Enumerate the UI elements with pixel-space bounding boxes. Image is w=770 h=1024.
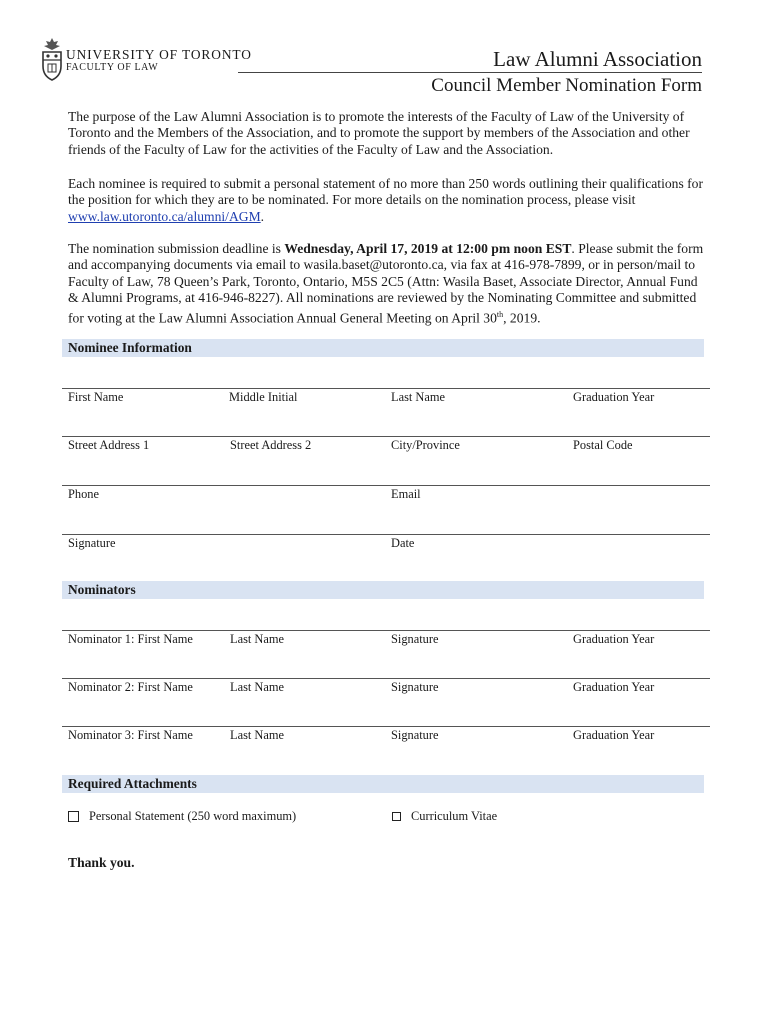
nominee-section-title: Nominee Information [68, 340, 192, 355]
nominator-1-first-name-field[interactable]: Nominator 1: First Name [68, 632, 193, 646]
nominator-3-last-name-field[interactable]: Last Name [230, 728, 285, 742]
faculty-name: FACULTY OF LAW [66, 62, 159, 73]
signature-field[interactable]: Signature [68, 536, 116, 550]
closing-text: Thank you. [68, 855, 135, 870]
email-field[interactable]: Email [391, 487, 421, 501]
cv-label: Curriculum Vitae [411, 809, 498, 823]
personal-statement-label: Personal Statement (250 word maximum) [89, 809, 297, 823]
nominator-2-first-name-field[interactable]: Nominator 2: First Name [68, 680, 193, 694]
city-province-field[interactable]: City/Province [391, 438, 460, 452]
nominators-section-title: Nominators [68, 582, 136, 597]
deadline-paragraph [68, 241, 708, 327]
agm-link[interactable]: www.law.utoronto.ca/alumni/AGM [68, 208, 261, 224]
nominee-section-header [62, 339, 704, 357]
row-divider [62, 388, 710, 389]
row-divider [62, 436, 710, 437]
row-divider [62, 630, 710, 631]
university-name: UNIVERSITY OF TORONTO [66, 47, 252, 62]
first-name-field[interactable]: First Name [68, 390, 124, 404]
nominator-2-last-name-field[interactable]: Last Name [230, 680, 285, 694]
row-divider [62, 534, 710, 535]
nominator-1-signature-field[interactable]: Signature [391, 632, 439, 646]
graduation-year-field[interactable]: Graduation Year [573, 390, 655, 404]
deadline-end: , 2019. [503, 310, 541, 326]
page-title: Law Alumni Association [493, 47, 702, 71]
university-crest-icon [40, 36, 64, 82]
nominator-1-graduation-year-field[interactable]: Graduation Year [573, 632, 655, 646]
row-divider [62, 678, 710, 679]
phone-field[interactable]: Phone [68, 487, 99, 501]
cv-checkbox[interactable] [392, 812, 401, 821]
middle-initial-field[interactable]: Middle Initial [229, 390, 298, 404]
street-address-2-field[interactable]: Street Address 2 [230, 438, 312, 452]
purpose-paragraph: The purpose of the Law Alumni Association is to promote the interests of the Faculty of Law of the University of Toronto and the Members of the Association, and to promote the support by members of the Association and other friends of the Faculty of Law for the activities of the Faculty of Law and the Association. [68, 109, 690, 157]
statement-end: . [260, 208, 265, 224]
nominator-1-last-name-field[interactable]: Last Name [230, 632, 285, 646]
attachments-section-title: Required Attachments [68, 776, 197, 791]
nominator-2-graduation-year-field[interactable]: Graduation Year [573, 680, 655, 694]
title-divider [238, 72, 702, 73]
nominator-3-graduation-year-field[interactable]: Graduation Year [573, 728, 655, 742]
page-subtitle: Council Member Nomination Form [431, 75, 702, 96]
nominator-2-signature-field[interactable]: Signature [391, 680, 439, 694]
deadline-prefix: The nomination submission deadline is [68, 241, 285, 256]
deadline-sup: th [496, 309, 504, 319]
date-field[interactable]: Date [391, 536, 415, 550]
last-name-field[interactable]: Last Name [391, 390, 446, 404]
deadline-date: Wednesday, April 17, 2019 at 12:00 pm noon EST [284, 241, 572, 256]
row-divider [62, 485, 710, 486]
nominator-3-first-name-field[interactable]: Nominator 3: First Name [68, 728, 193, 742]
row-divider [62, 726, 710, 727]
attachments-section-header [62, 775, 704, 793]
postal-code-field[interactable]: Postal Code [573, 438, 633, 452]
personal-statement-checkbox[interactable] [68, 811, 79, 822]
deadline-rest: . Please submit the form and accompanying documents via email to wasila.baset@utoronto.ca, via fax at 416-978-7899, or in person/mail to Faculty of Law, 78 Queen’s Park, Toronto, Ontario, M5S 2C5 (Attn: Wasila Baset, Associate Director, Annual Fund & Alumni Programs, at 416-946-8227). All nominations are reviewed by the Nominating Committee and submitted for voting at the Law Alumni Association Annual General Meeting on April 30 [68, 241, 704, 326]
street-address-1-field[interactable]: Street Address 1 [68, 438, 150, 452]
nominators-section-header [62, 581, 704, 599]
statement-paragraph [68, 176, 708, 225]
statement-text: Each nominee is required to submit a personal statement of no more than 250 words outlining their qualifications for the position for which they are to be nominated. For more details on the nomination process, please visit [68, 176, 703, 208]
nominator-3-signature-field[interactable]: Signature [391, 728, 439, 742]
